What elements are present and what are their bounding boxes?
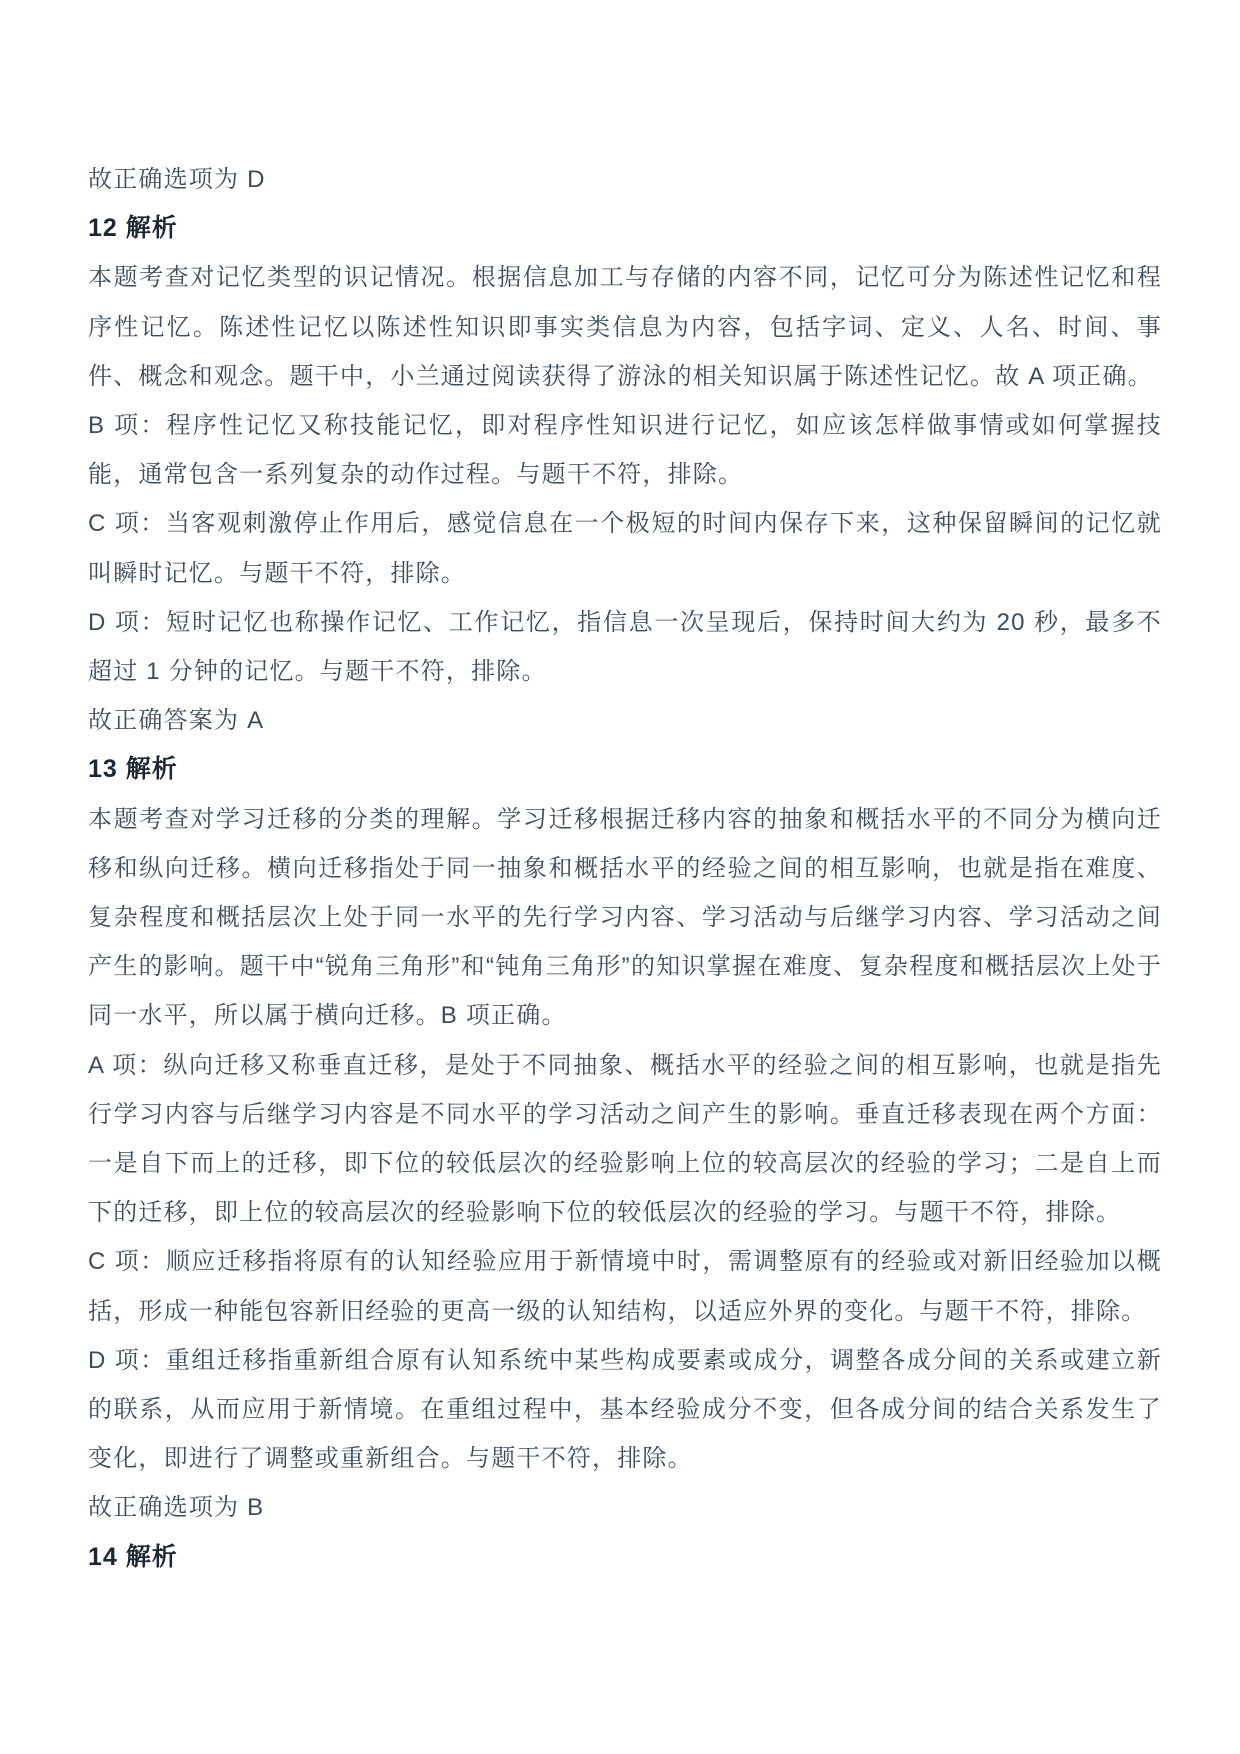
option-d-paragraph: D 项：短时记忆也称操作记忆、工作记忆，指信息一次呈现后，保持时间大约为 20 秒，最多不超过 1 分钟的记忆。与题干不符，排除。	[88, 608, 1162, 686]
explanation-paragraph: 本题考查对学习迁移的分类的理解。学习迁移根据迁移内容的抽象和概括水平的不同分为横向迁移和纵向迁移。横向迁移指处于同一抽象和概括水平的经验之间的相互影响，也就是指在难度、复杂程度和概括层次上处于同一水平的先行学习内容、学习活动与后继学习内容、学习活动之间产生的影响。题干中“锐角三角形”和“钝角三角形”的知识掌握在难度、复杂程度和概括层次上处于同一水平，所以属于横向迁移。B 项正确。	[88, 805, 1162, 1030]
option-c-paragraph: C 项：顺应迁移指将原有的认知经验应用于新情境中时，需调整原有的经验或对新旧经验加以概括，形成一种能包容新旧经验的更高一级的认知结构，以适应外界的变化。与题干不符，排除。	[88, 1248, 1162, 1325]
answer-line: 故正确答案为 A	[88, 707, 265, 735]
answer-line: 故正确选项为 B	[88, 1494, 265, 1522]
explanation-paragraph: 本题考查对记忆类型的识记情况。根据信息加工与存储的内容不同，记忆可分为陈述性记忆和程序性记忆。陈述性记忆以陈述性知识即事实类信息为内容，包括字词、定义、人名、时间、事件、概念和观念。题干中，小兰通过阅读获得了游泳的相关知识属于陈述性记忆。故 A 项正确。	[88, 264, 1162, 390]
option-a-paragraph: A 项：纵向迁移又称垂直迁移，是处于不同抽象、概括水平的经验之间的相互影响，也就是指先行学习内容与后继学习内容是不同水平的学习活动之间产生的影响。垂直迁移表现在两个方面：一是自下而上的迁移，即下位的较低层次的经验影响上位的较高层次的经验的学习；二是自上而下的迁移，即上位的较高层次的经验影响下位的较低层次的经验的学习。与题干不符，排除。	[88, 1051, 1162, 1227]
answer-line: 故正确选项为 D	[88, 166, 266, 193]
option-b-paragraph: B 项：程序性记忆又称技能记忆，即对程序性知识进行记忆，如应该怎样做事情或如何掌握技能，通常包含一系列复杂的动作过程。与题干不符，排除。	[88, 412, 1162, 489]
option-c-paragraph: C 项：当客观刺激停止作用后，感觉信息在一个极短的时间内保存下来，这种保留瞬间的记忆就叫瞬时记忆。与题干不符，排除。	[88, 510, 1162, 587]
option-d-paragraph: D 项：重组迁移指重新组合原有认知系统中某些构成要素或成分，调整各成分间的关系或建立新的联系，从而应用于新情境。在重组过程中，基本经验成分不变，但各成分间的结合关系发生了变化，即进行了调整或重新组合。与题干不符，排除。	[88, 1346, 1162, 1473]
section-heading-12: 12 解析	[88, 214, 178, 243]
section-heading-14: 14 解析	[88, 1542, 178, 1571]
section-heading-13: 13 解析	[88, 755, 178, 784]
